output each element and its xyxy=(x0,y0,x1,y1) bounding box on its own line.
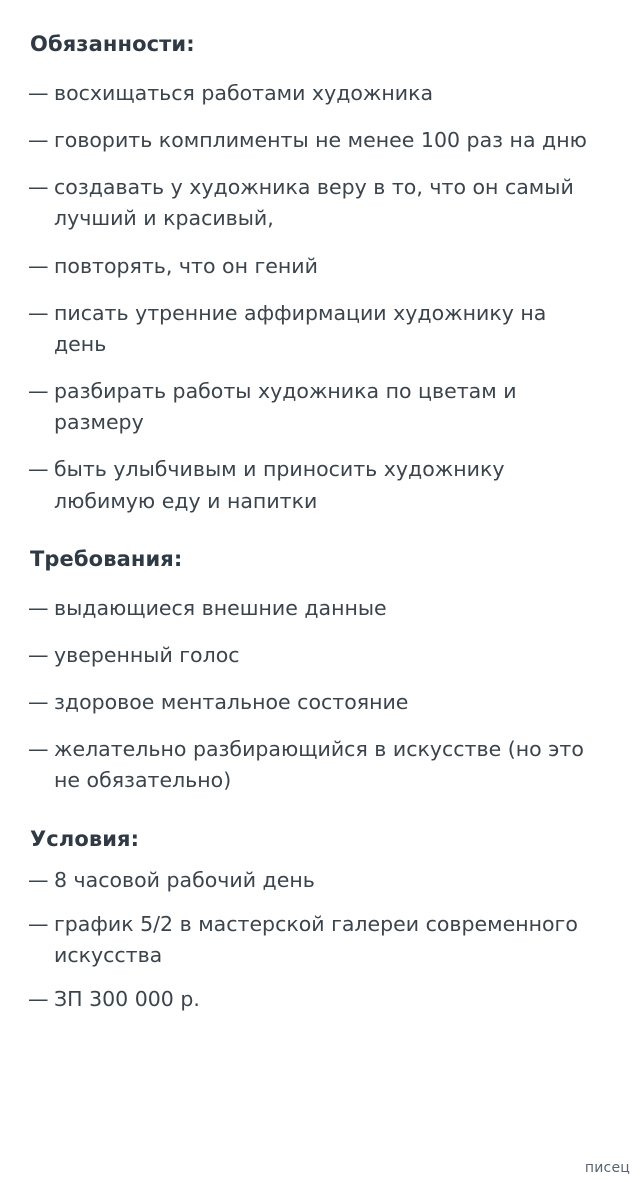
watermark: писец xyxy=(584,1160,630,1176)
list-item xyxy=(28,593,596,624)
section-responsibilities xyxy=(28,32,596,517)
section-conditions xyxy=(28,827,596,1016)
list-item-text: писать утренние аффирмации художнику на день xyxy=(54,300,547,356)
dash-bullet: — xyxy=(28,986,49,1011)
list-item-text: разбирать работы художника по цветам и размеру xyxy=(54,379,517,435)
list-item-text: создавать у художника веру в то, что он самый лучший и красивый, xyxy=(54,175,574,231)
list-item xyxy=(28,865,596,896)
responsibilities-list xyxy=(28,78,596,517)
dash-bullet: — xyxy=(28,595,49,620)
section-heading: Требования: xyxy=(30,546,183,571)
list-item xyxy=(28,640,596,671)
dash-bullet: — xyxy=(28,457,49,482)
list-item-text: быть улыбчивым и приносить художнику любимую еду и напитки xyxy=(54,457,505,513)
dash-bullet: — xyxy=(28,81,49,105)
section-requirements xyxy=(28,547,596,797)
list-item xyxy=(28,251,596,282)
dash-bullet: — xyxy=(28,253,49,278)
list-item xyxy=(28,125,596,156)
list-item-text: восхищаться работами художника xyxy=(54,81,434,105)
dash-bullet: — xyxy=(28,642,49,667)
list-item-text: выдающиеся внешние данные xyxy=(54,595,387,620)
list-item xyxy=(28,172,596,234)
list-item-text: ЗП 300 000 р. xyxy=(54,986,200,1011)
list-item-text: повторять, что он гений xyxy=(54,253,318,278)
dash-bullet: — xyxy=(28,128,49,153)
dash-bullet: — xyxy=(28,867,49,892)
list-item-text: уверенный голос xyxy=(54,642,240,667)
dash-bullet: — xyxy=(28,911,49,936)
list-item xyxy=(28,298,596,360)
requirements-list xyxy=(28,593,596,797)
dash-bullet: — xyxy=(28,379,49,404)
list-item xyxy=(28,909,596,971)
list-item xyxy=(28,78,596,109)
dash-bullet: — xyxy=(28,300,49,325)
conditions-list xyxy=(28,865,596,1016)
dash-bullet: — xyxy=(28,175,49,200)
list-item-text: график 5/2 в мастерской галереи современного искусства xyxy=(54,911,578,967)
dash-bullet: — xyxy=(28,690,49,715)
section-heading: Условия: xyxy=(30,826,140,851)
list-item xyxy=(28,734,596,796)
list-item xyxy=(28,454,596,516)
list-item xyxy=(28,376,596,438)
list-item-text: желательно разбирающийся в искусстве (но это не обязательно) xyxy=(54,737,584,793)
list-item-text: здоровое ментальное состояние xyxy=(54,690,409,715)
dash-bullet: — xyxy=(28,737,49,762)
list-item-text: 8 часовой рабочий день xyxy=(54,867,315,892)
section-heading: Обязанности: xyxy=(30,32,195,56)
list-item xyxy=(28,687,596,718)
list-item xyxy=(28,984,596,1015)
list-item-text: говорить комплименты не менее 100 раз на дню xyxy=(54,128,587,153)
